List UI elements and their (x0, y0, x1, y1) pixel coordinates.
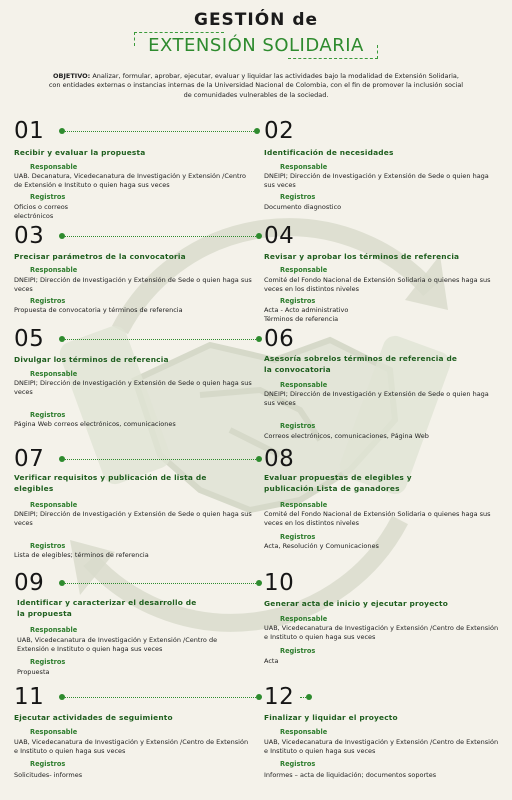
responsible-text: DNEIPI; Dirección de Investigación y Extensión de Sede o quien haga sus veces (14, 379, 252, 397)
records-label: Registros (30, 411, 66, 419)
objective-label: OBJETIVO: (53, 72, 91, 80)
connector-dot-right (256, 694, 262, 700)
records-label: Registros (30, 658, 66, 666)
step-title: Identificar y caracterizar el desarrollo de la propuesta (17, 598, 197, 618)
step-title: Recibir y evaluar la propuesta (14, 148, 146, 157)
responsible-text: DNEIPI; Dirección de Investigación y Extensión de Sede o quien haga sus veces (264, 390, 489, 408)
records-text: Acta (264, 657, 279, 665)
step-number: 09 (14, 570, 45, 596)
step-title: Generar acta de inicio y ejecutar proyecto (264, 599, 448, 608)
step-connector (62, 339, 258, 340)
step-12 (264, 686, 504, 791)
responsible-text: Comité del Fondo Nacional de Extensión Solidaria o quienes haga sus veces en los distintos niveles (264, 276, 491, 294)
responsible-label: Responsable (30, 626, 78, 634)
responsible-label: Responsable (30, 370, 78, 378)
responsible-text: UAB, Vicedecanatura de Investigación y Extensión /Centro de Extensión e Instituto o quien haga sus veces (264, 738, 499, 756)
connector-dot-left (59, 128, 65, 134)
step-06 (264, 328, 504, 448)
step-title: Precisar parámetros de la convocatoria (14, 252, 186, 261)
step-title: Ejecutar actividades de seguimiento (14, 713, 173, 722)
records-label: Registros (30, 193, 66, 201)
step-number: 07 (14, 446, 45, 472)
step-03 (14, 225, 259, 325)
records-label: Registros (280, 533, 316, 541)
responsible-text: DNEIPI; Dirección de Investigación y Extensión de Sede o quien haga sus veces (264, 172, 489, 190)
step-11 (14, 686, 259, 791)
page-title: EXTENSIÓN SOLIDARIA (148, 35, 364, 56)
responsible-text: Comité del Fondo Nacional de Extensión Solidaria o quienes haga sus veces en los distintos niveles (264, 510, 491, 528)
step-number: 10 (264, 570, 295, 596)
step-title: Evaluar propuestas de elegibles y publicación Lista de ganadores (264, 473, 412, 493)
title-box (134, 32, 378, 59)
responsible-text: UAB, Vicedecanatura de Investigación y Extensión /Centro de Extensión e Instituto o quien haga sus veces (17, 636, 218, 654)
records-label: Registros (280, 193, 316, 201)
step-05 (14, 328, 259, 440)
step-title: Divulgar los términos de referencia (14, 355, 169, 364)
records-text: Página Web correos electrónicos, comunicaciones (14, 420, 176, 428)
step-connector (62, 583, 258, 584)
objective (48, 72, 464, 100)
records-text: Acta - Acto administrativo Términos de referencia (264, 306, 349, 324)
responsible-label: Responsable (280, 266, 328, 274)
step-10 (264, 572, 504, 682)
responsible-text: UAB. Decanatura, Vicedecanatura de Investigación y Extensión /Centro de Extensión e Instituto o quien haga sus veces (14, 172, 247, 190)
responsible-label: Responsable (280, 381, 328, 389)
step-connector (62, 236, 258, 237)
step-01 (14, 120, 254, 225)
connector-dot-left (59, 580, 65, 586)
connector-dot-left (59, 233, 65, 239)
step-number: 08 (264, 446, 295, 472)
responsible-text: DNEIPI; Dirección de Investigación y Extensión de Sede o quien haga sus veces (14, 276, 252, 294)
step-number: 11 (14, 684, 45, 710)
connector-dot-left (59, 456, 65, 462)
records-text: Oficios o correos electrónicos (14, 203, 69, 221)
step-connector (62, 697, 258, 698)
records-text: Acta, Resolución y Comunicaciones (264, 542, 379, 550)
responsible-text: UAB, Vicedecanatura de Investigación y Extensión /Centro de Extensión e Instituto o quien haga sus veces (14, 738, 249, 756)
connector-dot-left (59, 694, 65, 700)
header (0, 10, 512, 59)
step-number: 06 (264, 326, 295, 352)
step-title: Asesoría sobrelos términos de referencia de la convocatoria (264, 354, 458, 374)
records-label: Registros (280, 422, 316, 430)
step-08 (264, 448, 504, 568)
step-title: Revisar y aprobar los términos de referencia (264, 252, 460, 261)
connector-dot-right (256, 456, 262, 462)
records-label: Registros (30, 760, 66, 768)
step-number: 12 (264, 684, 295, 710)
step-number: 01 (14, 118, 45, 144)
records-text: Documento diagnostico (264, 203, 342, 211)
step-07 (14, 448, 259, 568)
step-title: Identificación de necesidades (264, 148, 394, 157)
responsible-label: Responsable (30, 266, 78, 274)
responsible-label: Responsable (280, 728, 328, 736)
step-number: 03 (14, 223, 45, 249)
responsible-label: Responsable (280, 615, 328, 623)
records-text: Propuesta de convocatoria y términos de referencia (14, 306, 183, 314)
step-number: 05 (14, 326, 45, 352)
step-04 (264, 225, 504, 325)
responsible-label: Responsable (30, 501, 78, 509)
records-text: Correos electrónicos, comunicaciones, Página Web (264, 432, 429, 440)
records-label: Registros (30, 297, 66, 305)
step-title: Verificar requisitos y publicación de lista de elegibles (14, 473, 207, 493)
connector-dot-right (256, 336, 262, 342)
connector-dot-left (59, 336, 65, 342)
records-label: Registros (280, 647, 316, 655)
responsible-text: UAB, Vicedecanatura de Investigación y Extensión /Centro de Extensión e Instituto o quien haga sus veces (264, 624, 499, 642)
step-connector (62, 131, 256, 132)
records-label: Registros (280, 297, 316, 305)
records-text: Informes – acta de liquidación; documentos soportes (264, 771, 437, 779)
responsible-label: Responsable (30, 728, 78, 736)
records-label: Registros (30, 542, 66, 550)
connector-dot-right (306, 694, 312, 700)
step-02 (264, 120, 504, 225)
records-text: Solicitudes- informes (14, 771, 83, 779)
objective-text: Analizar, formular, aprobar, ejecutar, evaluar y liquidar las actividades bajo la modalidad de Extensión Solidaria, con entidades externas o instancias internas de la Universidad Nacional de Colombia, con el fin de promover la inclusión social de comunidades vulnerables de la sociedad. (48, 72, 464, 99)
step-number: 02 (264, 118, 295, 144)
step-title: Finalizar y liquidar el proyecto (264, 713, 398, 722)
connector-dot-right (256, 233, 262, 239)
step-number: 04 (264, 223, 295, 249)
title-top: GESTIÓN de (193, 10, 319, 30)
step-09 (14, 572, 259, 682)
responsible-label: Responsable (280, 501, 328, 509)
connector-dot-right (256, 580, 262, 586)
responsible-label: Responsable (280, 163, 328, 171)
step-connector (62, 459, 258, 460)
records-label: Registros (280, 760, 316, 768)
records-text: Lista de elegibles; términos de referencia (14, 551, 149, 559)
connector-dot-right (254, 128, 260, 134)
responsible-text: DNEIPI; Dirección de Investigación y Extensión de Sede o quien haga sus veces (14, 510, 252, 528)
records-text: Propuesta (17, 668, 50, 676)
responsible-label: Responsable (30, 163, 78, 171)
